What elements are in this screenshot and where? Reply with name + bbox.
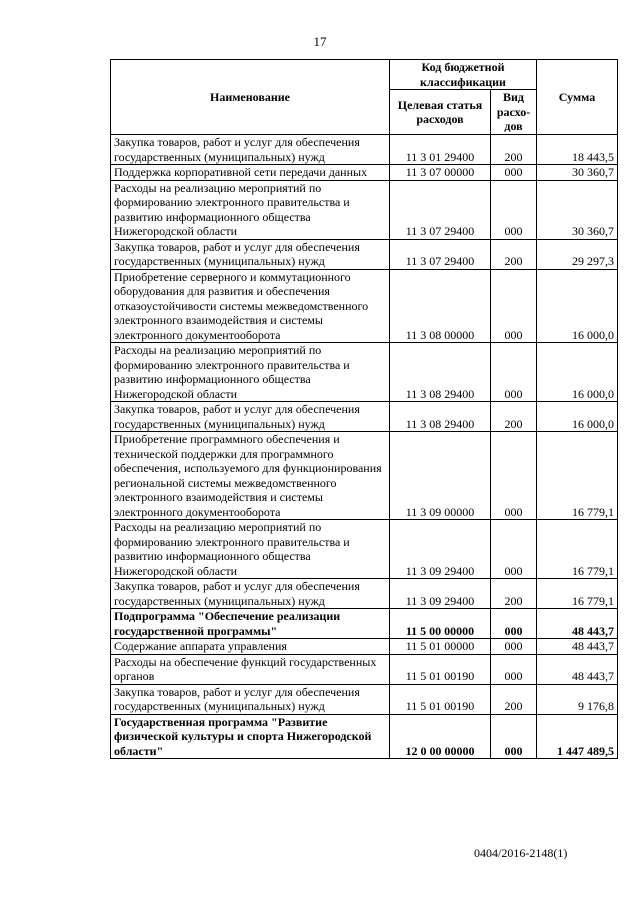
table-row — [111, 579, 618, 609]
row-name-cell: Расходы на обеспечение функций государственных органов — [111, 654, 390, 684]
row-code-cell: 11 3 07 29400 — [390, 180, 491, 239]
page-number: 17 — [313, 34, 327, 49]
row-name-cell: Приобретение программного обеспечения и технической поддержки для программного обеспечения, используемого для функционирования региональной системы межведомственного электронного взаимодействия и системы электронного документооборота — [111, 432, 390, 520]
table-row — [111, 402, 618, 432]
row-code-cell: 11 5 01 00190 — [390, 654, 491, 684]
row-sum-cell: 48 443,7 — [537, 639, 618, 655]
row-code-cell: 11 5 01 00000 — [390, 639, 491, 655]
row-sum-cell: 29 297,3 — [537, 239, 618, 269]
row-code-cell: 11 5 01 00190 — [390, 684, 491, 714]
row-type-cell: 200 — [491, 239, 537, 269]
header-code-group: Код бюджетной классификации — [390, 60, 537, 90]
table-row — [111, 432, 618, 520]
row-type-cell: 200 — [491, 135, 537, 165]
table-row — [111, 165, 618, 181]
row-name-cell: Государственная программа "Развитие физической культуры и спорта Нижегородской области" — [111, 714, 390, 759]
row-sum-cell: 16 000,0 — [537, 269, 618, 343]
row-sum-cell: 16 000,0 — [537, 343, 618, 402]
table-body — [111, 135, 618, 759]
row-name-cell: Закупка товаров, работ и услуг для обеспечения государственных (муниципальных) нужд — [111, 579, 390, 609]
budget-table — [110, 59, 618, 759]
row-sum-cell: 30 360,7 — [537, 165, 618, 181]
document-reference: 0404/2016-2148(1) — [474, 846, 568, 860]
row-code-cell: 11 3 01 29400 — [390, 135, 491, 165]
row-type-cell: 000 — [491, 639, 537, 655]
row-name-cell: Закупка товаров, работ и услуг для обеспечения государственных (муниципальных) нужд — [111, 684, 390, 714]
row-name-cell: Приобретение серверного и коммутационного оборудования для развития и обеспечения отказоустойчивости системы межведомственного электронного взаимодействия и системы электронного документооборота — [111, 269, 390, 343]
row-sum-cell: 16 000,0 — [537, 402, 618, 432]
row-code-cell: 11 3 07 29400 — [390, 239, 491, 269]
table-row — [111, 714, 618, 759]
table-row — [111, 654, 618, 684]
row-code-cell: 11 3 09 29400 — [390, 579, 491, 609]
row-sum-cell: 1 447 489,5 — [537, 714, 618, 759]
table-row — [111, 135, 618, 165]
row-sum-cell: 48 443,7 — [537, 654, 618, 684]
row-name-cell: Расходы на реализацию мероприятий по формированию электронного правительства и развитию информационного общества Нижегородской области — [111, 180, 390, 239]
row-type-cell: 000 — [491, 343, 537, 402]
row-type-cell: 000 — [491, 654, 537, 684]
row-name-cell: Поддержка корпоративной сети передачи данных — [111, 165, 390, 181]
row-type-cell: 200 — [491, 684, 537, 714]
header-code: Целевая статья расходов — [390, 90, 491, 135]
row-name-cell: Содержание аппарата управления — [111, 639, 390, 655]
row-type-cell: 000 — [491, 165, 537, 181]
row-code-cell: 11 3 09 29400 — [390, 520, 491, 579]
row-code-cell: 11 3 08 29400 — [390, 343, 491, 402]
row-sum-cell: 16 779,1 — [537, 432, 618, 520]
row-sum-cell: 9 176,8 — [537, 684, 618, 714]
row-code-cell: 11 5 00 00000 — [390, 609, 491, 639]
header-sum: Сумма — [537, 60, 618, 135]
table-row — [111, 343, 618, 402]
header-row-1 — [111, 60, 618, 90]
row-sum-cell: 16 779,1 — [537, 520, 618, 579]
row-name-cell: Расходы на реализацию мероприятий по формированию электронного правительства и развитию информационного общества Нижегородской области — [111, 520, 390, 579]
row-type-cell: 000 — [491, 180, 537, 239]
row-code-cell: 11 3 09 00000 — [390, 432, 491, 520]
row-name-cell: Закупка товаров, работ и услуг для обеспечения государственных (муниципальных) нужд — [111, 135, 390, 165]
table-row — [111, 269, 618, 343]
row-type-cell: 200 — [491, 579, 537, 609]
row-sum-cell: 30 360,7 — [537, 180, 618, 239]
row-code-cell: 11 3 08 00000 — [390, 269, 491, 343]
row-sum-cell: 16 779,1 — [537, 579, 618, 609]
table-row — [111, 520, 618, 579]
row-code-cell: 12 0 00 00000 — [390, 714, 491, 759]
row-name-cell: Закупка товаров, работ и услуг для обеспечения государственных (муниципальных) нужд — [111, 402, 390, 432]
row-type-cell: 200 — [491, 402, 537, 432]
row-code-cell: 11 3 08 29400 — [390, 402, 491, 432]
header-name: Наименование — [111, 60, 390, 135]
row-name-cell: Закупка товаров, работ и услуг для обеспечения государственных (муниципальных) нужд — [111, 239, 390, 269]
row-type-cell: 000 — [491, 520, 537, 579]
row-type-cell: 000 — [491, 432, 537, 520]
table-row — [111, 684, 618, 714]
row-type-cell: 000 — [491, 269, 537, 343]
row-sum-cell: 18 443,5 — [537, 135, 618, 165]
row-code-cell: 11 3 07 00000 — [390, 165, 491, 181]
table-row — [111, 180, 618, 239]
row-name-cell: Подпрограмма "Обеспечение реализации государственной программы" — [111, 609, 390, 639]
table-row — [111, 239, 618, 269]
row-sum-cell: 48 443,7 — [537, 609, 618, 639]
table-row — [111, 639, 618, 655]
row-type-cell: 000 — [491, 609, 537, 639]
row-type-cell: 000 — [491, 714, 537, 759]
header-type: Вид расхо-дов — [491, 90, 537, 135]
table-row — [111, 609, 618, 639]
row-name-cell: Расходы на реализацию мероприятий по формированию электронного правительства и развитию информационного общества Нижегородской области — [111, 343, 390, 402]
